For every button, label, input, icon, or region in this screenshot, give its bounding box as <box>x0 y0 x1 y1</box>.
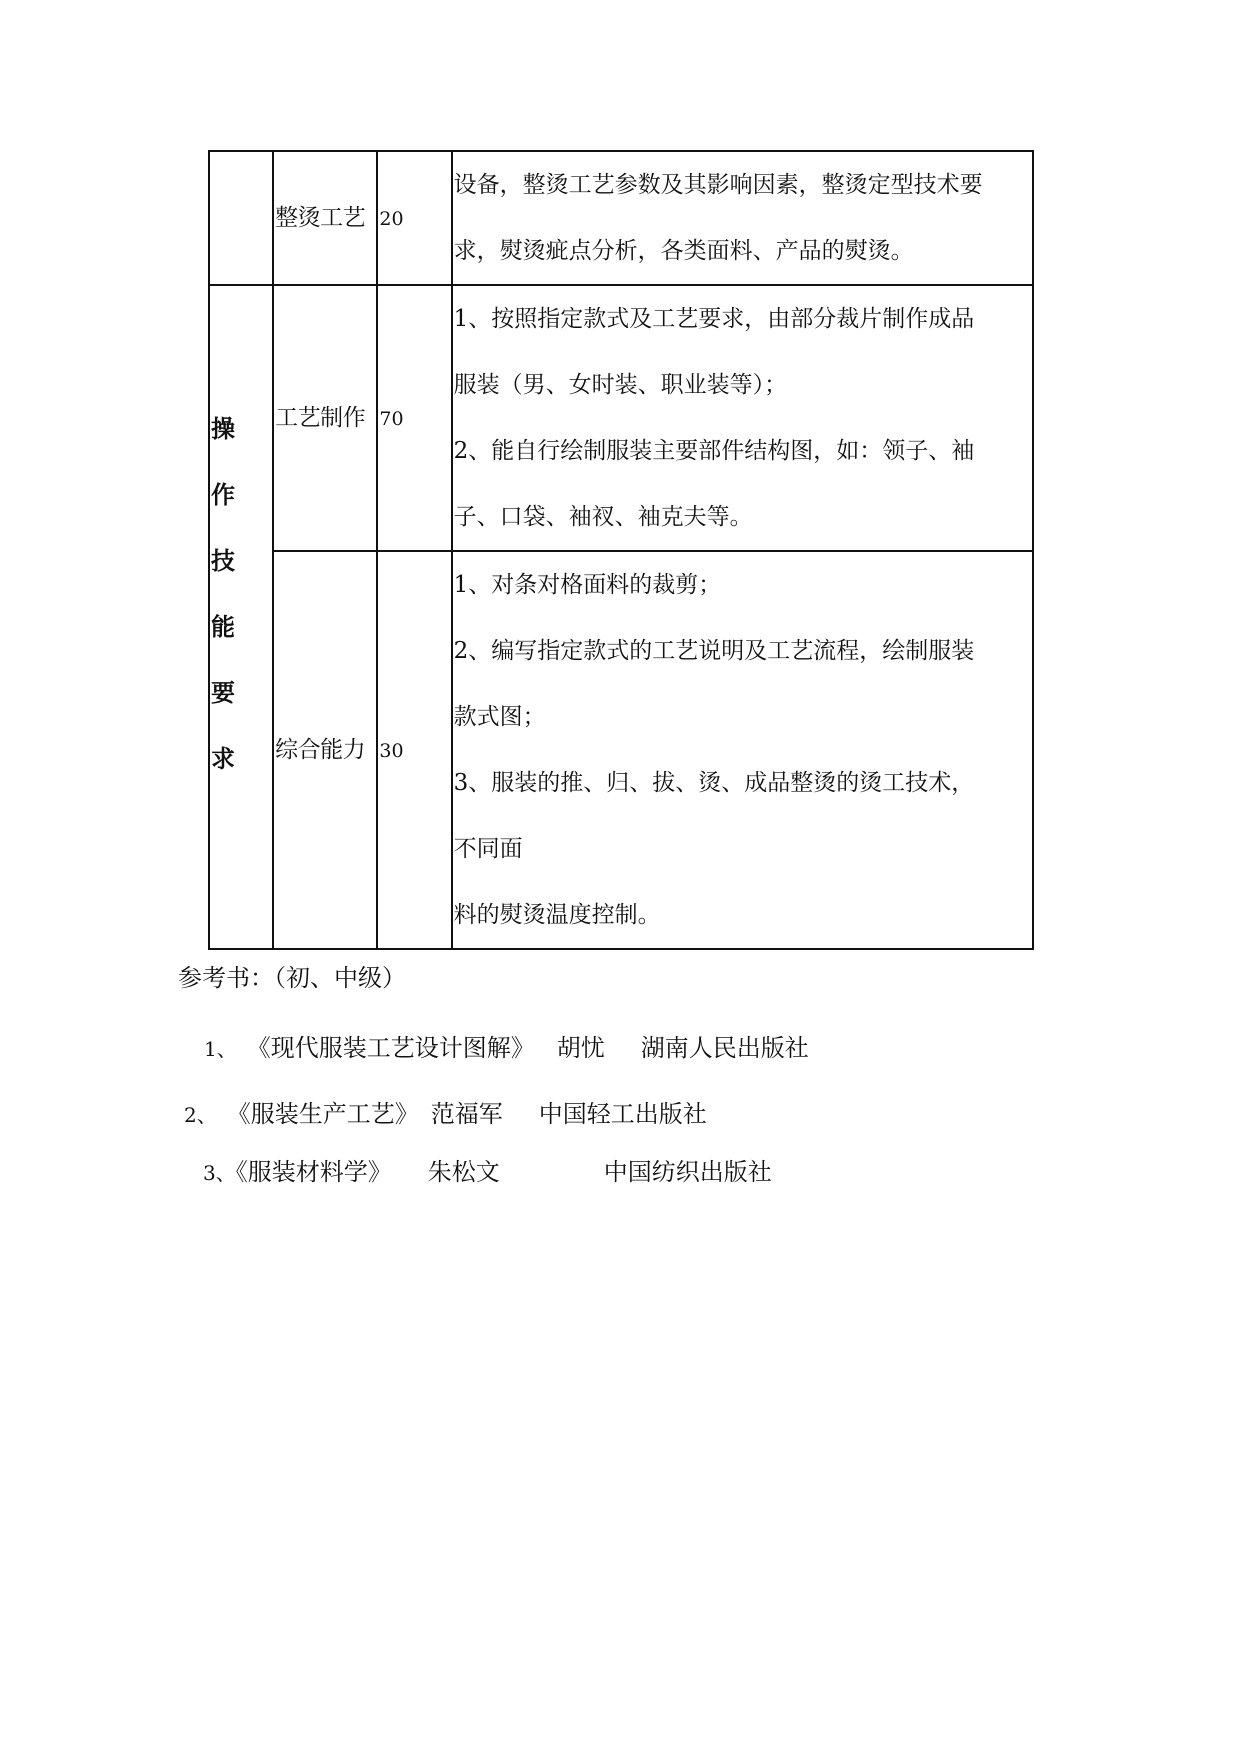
table-row <box>209 551 1033 949</box>
description-line: 设备，整烫工艺参数及其影响因素，整烫定型技术要 <box>453 172 983 198</box>
item-description <box>452 151 1033 285</box>
item-name-cell <box>273 551 377 949</box>
item-name-cell <box>273 285 377 551</box>
score-cell <box>377 285 451 551</box>
table-row <box>209 151 1033 285</box>
score-cell <box>377 151 451 285</box>
skill-requirements-table <box>208 150 1034 950</box>
reference-publisher: 湖南人民出版社 <box>640 1034 809 1062</box>
description-line: 2、能自行绘制服装主要部件结构图，如：领子、袖 <box>453 438 975 464</box>
description-line: 求，熨烫疵点分析，各类面料、产品的熨烫。 <box>453 238 914 264</box>
item-name: 工艺制作 <box>275 405 366 431</box>
reference-author: 范福军 <box>430 1100 503 1128</box>
reference-item <box>184 1094 707 1129</box>
reference-publisher: 中国纺织出版社 <box>603 1158 772 1186</box>
category-char: 求 <box>211 745 235 773</box>
reference-publisher: 中国轻工出版社 <box>538 1100 707 1128</box>
category-char: 要 <box>211 679 235 707</box>
description-line: 2、编写指定款式的工艺说明及工艺流程，绘制服装 <box>453 638 975 664</box>
category-char: 技 <box>211 547 235 575</box>
description-line: 不同面 <box>453 836 523 862</box>
reference-title: 《现代服装工艺设计图解》 <box>246 1034 535 1062</box>
reference-author: 胡忧 <box>556 1034 605 1062</box>
description-line: 3、服装的推、归、拔、烫、成品整烫的烫工技术， <box>453 770 975 796</box>
description-line: 款式图； <box>453 704 546 730</box>
table-row <box>209 285 1033 551</box>
description-line: 子、口袋、袖衩、袖克夫等。 <box>453 504 753 530</box>
item-name-cell <box>273 151 377 285</box>
score-cell <box>377 551 451 949</box>
item-name: 综合能力 <box>275 737 366 763</box>
item-score: 20 <box>379 207 404 230</box>
reference-item <box>204 1028 809 1063</box>
item-score: 30 <box>379 739 404 762</box>
item-description <box>452 285 1033 551</box>
item-description <box>452 551 1033 949</box>
reference-index: 3、 <box>203 1161 236 1185</box>
reference-index: 1、 <box>204 1037 237 1061</box>
reference-index: 2、 <box>184 1103 217 1127</box>
category-cell-top <box>209 151 273 285</box>
category-char: 能 <box>211 613 235 641</box>
description-line: 服装（男、女时装、职业装等）； <box>453 372 788 398</box>
description-line: 1、对条对格面料的裁剪； <box>453 572 722 598</box>
description-line: 料的熨烫温度控制。 <box>453 902 661 928</box>
category-label <box>210 396 272 792</box>
category-char: 作 <box>211 481 235 509</box>
category-cell <box>209 285 273 949</box>
description-line: 1、按照指定款式及工艺要求，由部分裁片制作成品 <box>453 306 975 332</box>
references-heading: 参考书：（初、中级） <box>178 964 406 992</box>
reference-title: 《服装生产工艺》 <box>226 1100 419 1128</box>
category-char: 操 <box>211 415 235 443</box>
reference-item <box>203 1152 772 1187</box>
reference-author: 朱松文 <box>427 1158 500 1186</box>
item-name: 整烫工艺 <box>275 205 366 231</box>
reference-title: 《服装材料学》 <box>235 1158 392 1186</box>
item-score: 70 <box>379 407 404 430</box>
